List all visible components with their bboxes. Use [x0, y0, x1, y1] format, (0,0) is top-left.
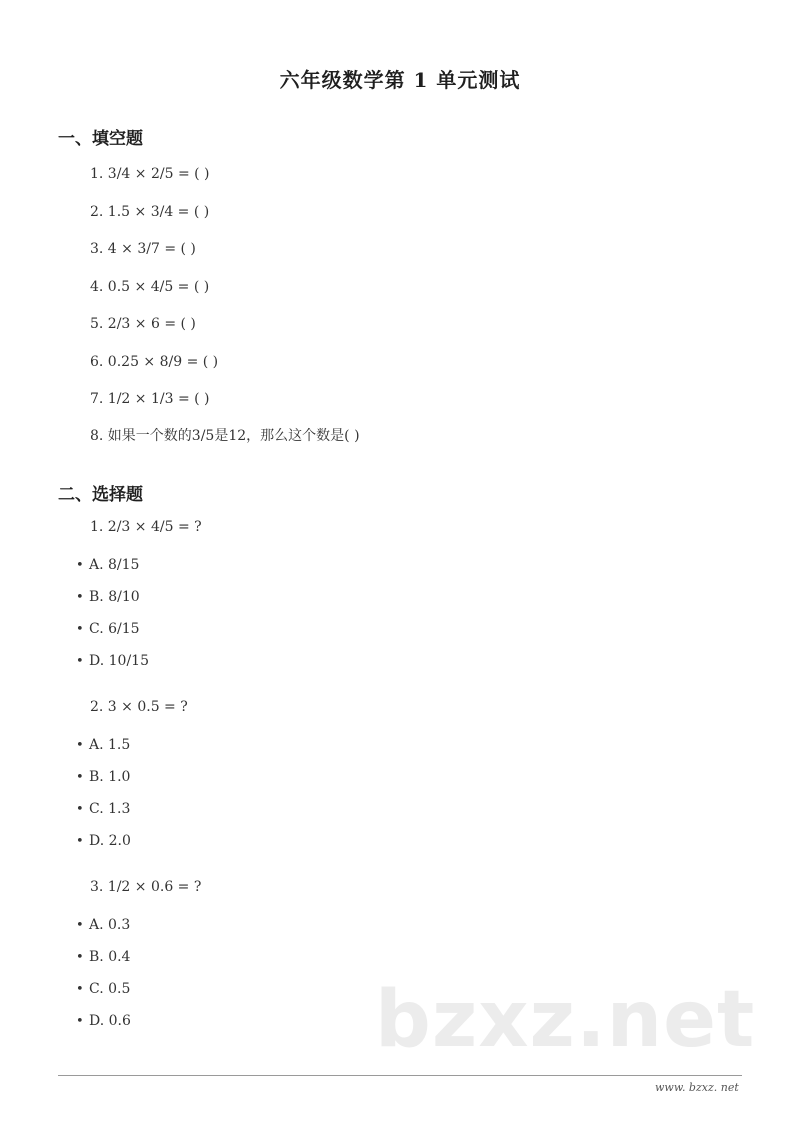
bullet-icon: • [76, 770, 84, 785]
option-label: C. 0.5 [89, 981, 131, 997]
choice-option [76, 556, 139, 575]
bullet-icon: • [76, 802, 84, 817]
bullet-icon: • [76, 738, 84, 753]
choice-option [76, 832, 131, 851]
choice-option [76, 980, 130, 999]
option-label: C. 6/15 [89, 621, 140, 637]
fill-blank-item-2: 2. 1.5 × 3/4 = ( ) [90, 204, 210, 220]
bullet-icon: • [76, 834, 84, 849]
fill-blank-item-4: 4. 0.5 × 4/5 = ( ) [90, 279, 210, 295]
footer-divider [58, 1075, 742, 1076]
fill-blank-item-6: 6. 0.25 × 8/9 = ( ) [90, 354, 219, 370]
fill-blank-item-3: 3. 4 × 3/7 = ( ) [90, 241, 196, 257]
bullet-icon: • [76, 558, 84, 573]
page-title: 六年级数学第 1 单元测试 [279, 68, 521, 92]
option-label: B. 0.4 [89, 949, 131, 965]
fill-blank-item-7: 7. 1/2 × 1/3 = ( ) [90, 391, 210, 407]
option-label: C. 1.3 [89, 801, 131, 817]
choice-option [76, 620, 140, 639]
choice-question-3: 3. 1/2 × 0.6 = ? [90, 879, 202, 895]
option-label: D. 10/15 [89, 653, 149, 669]
option-label: A. 8/15 [89, 557, 140, 573]
bullet-icon: • [76, 590, 84, 605]
bullet-icon: • [76, 950, 84, 965]
choice-option [76, 948, 130, 967]
choice-option [76, 736, 130, 755]
watermark: bzxz.net [375, 975, 756, 1065]
section-heading-fill-blank: 一、填空题 [58, 129, 143, 149]
fill-blank-item-5: 5. 2/3 × 6 = ( ) [90, 316, 196, 332]
section-heading-multiple-choice: 二、选择题 [58, 485, 143, 505]
choice-option [76, 768, 130, 787]
option-label: B. 1.0 [89, 769, 131, 785]
choice-option [76, 1012, 131, 1031]
option-label: A. 0.3 [89, 917, 131, 933]
choice-option [76, 916, 130, 935]
option-label: A. 1.5 [89, 737, 131, 753]
footer-url: www. bzxz. net [655, 1081, 739, 1094]
bullet-icon: • [76, 1014, 84, 1029]
bullet-icon: • [76, 982, 84, 997]
option-label: D. 2.0 [89, 833, 131, 849]
choice-question-2: 2. 3 × 0.5 = ? [90, 699, 188, 715]
bullet-icon: • [76, 654, 84, 669]
fill-blank-item-8: 8. 如果一个数的3/5是12，那么这个数是( ) [90, 428, 360, 444]
option-label: D. 0.6 [89, 1013, 131, 1029]
fill-blank-item-1: 1. 3/4 × 2/5 = ( ) [90, 166, 210, 182]
choice-option [76, 800, 130, 819]
option-label: B. 8/10 [89, 589, 140, 605]
choice-option [76, 652, 149, 671]
choice-question-1: 1. 2/3 × 4/5 = ? [90, 519, 202, 535]
bullet-icon: • [76, 622, 84, 637]
bullet-icon: • [76, 918, 84, 933]
choice-option [76, 588, 140, 607]
